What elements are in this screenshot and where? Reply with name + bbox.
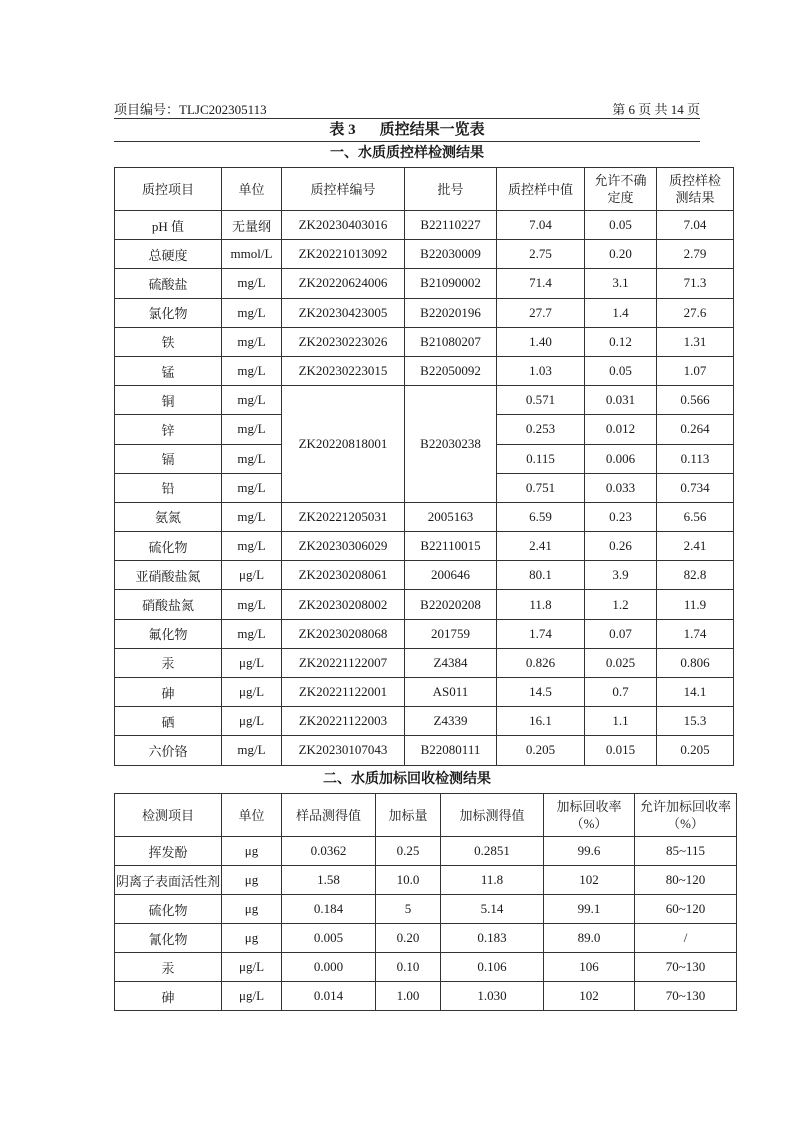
unit-cell: mg/L (222, 473, 282, 502)
uncertainty-cell: 0.05 (585, 356, 657, 385)
test-item-cell: 挥发酚 (115, 837, 222, 866)
column-header: 加标回收率（%） (544, 794, 635, 837)
median-value-cell: 1.40 (497, 327, 585, 356)
unit-cell: 无量纲 (222, 211, 282, 240)
column-header: 质控样检测结果 (657, 168, 734, 211)
qc-item-cell: 硒 (115, 707, 222, 736)
median-value-cell: 11.8 (497, 590, 585, 619)
batch-number-cell: Z4339 (405, 707, 497, 736)
table-row (115, 619, 734, 648)
table-row (115, 678, 734, 707)
batch-number-cell: 2005163 (405, 502, 497, 531)
unit-cell: μg/L (222, 953, 282, 982)
column-header: 允许不确定度 (585, 168, 657, 211)
median-value-cell: 71.4 (497, 269, 585, 298)
qc-item-cell: 汞 (115, 648, 222, 677)
qc-result-cell: 0.264 (657, 415, 734, 444)
allowed-recovery-cell: 60~120 (635, 895, 737, 924)
spiked-value-cell: 5.14 (441, 895, 544, 924)
spike-amount-cell: 5 (376, 895, 441, 924)
median-value-cell: 0.205 (497, 736, 585, 765)
unit-cell: μg/L (222, 707, 282, 736)
column-header: 质控项目 (115, 168, 222, 211)
sample-value-cell: 0.005 (282, 924, 376, 953)
table-header-row (115, 794, 737, 837)
allowed-recovery-cell: / (635, 924, 737, 953)
sample-number-cell: ZK20230423005 (282, 298, 405, 327)
sample-number-cell: ZK20230223026 (282, 327, 405, 356)
recovery-rate-cell: 102 (544, 866, 635, 895)
unit-cell: μg (222, 895, 282, 924)
sample-number-cell: ZK20230306029 (282, 532, 405, 561)
median-value-cell: 0.253 (497, 415, 585, 444)
batch-number-cell: B22110015 (405, 532, 497, 561)
table-row (115, 590, 734, 619)
table-row (115, 953, 737, 982)
table-row (115, 327, 734, 356)
qc-item-cell: 氟化物 (115, 619, 222, 648)
spiked-value-cell: 11.8 (441, 866, 544, 895)
qc-result-cell: 82.8 (657, 561, 734, 590)
sample-number-cell: ZK20221122001 (282, 678, 405, 707)
test-item-cell: 阴离子表面活性剂 (115, 866, 222, 895)
unit-cell: mg/L (222, 356, 282, 385)
batch-number-cell: B22050092 (405, 356, 497, 385)
column-header: 检测项目 (115, 794, 222, 837)
qc-item-cell: 氯化物 (115, 298, 222, 327)
uncertainty-cell: 0.12 (585, 327, 657, 356)
sample-number-cell: ZK20221122003 (282, 707, 405, 736)
uncertainty-cell: 1.2 (585, 590, 657, 619)
median-value-cell: 0.751 (497, 473, 585, 502)
qc-item-cell: 亚硝酸盐氮 (115, 561, 222, 590)
median-value-cell: 16.1 (497, 707, 585, 736)
sample-number-cell: ZK20230208068 (282, 619, 405, 648)
unit-cell: μg (222, 924, 282, 953)
sample-value-cell: 0.000 (282, 953, 376, 982)
spike-recovery-table (114, 793, 737, 1011)
qc-item-cell: pH 值 (115, 211, 222, 240)
page-number: 第 6 页 共 14 页 (612, 102, 700, 117)
table-row (115, 298, 734, 327)
table-title (114, 119, 700, 142)
column-header: 批号 (405, 168, 497, 211)
batch-number-cell: B22110227 (405, 211, 497, 240)
table-row (115, 982, 737, 1011)
uncertainty-cell: 0.025 (585, 648, 657, 677)
sample-value-cell: 1.58 (282, 866, 376, 895)
uncertainty-cell: 0.23 (585, 502, 657, 531)
median-value-cell: 27.7 (497, 298, 585, 327)
qc-item-cell: 铁 (115, 327, 222, 356)
median-value-cell: 80.1 (497, 561, 585, 590)
sample-value-cell: 0.0362 (282, 837, 376, 866)
table-row (115, 269, 734, 298)
spike-amount-cell: 0.20 (376, 924, 441, 953)
qc-item-cell: 硝酸盐氮 (115, 590, 222, 619)
uncertainty-cell: 3.1 (585, 269, 657, 298)
sample-number-cell: ZK20220818001 (282, 386, 405, 503)
table-row (115, 211, 734, 240)
unit-cell: mg/L (222, 386, 282, 415)
spike-amount-cell: 0.25 (376, 837, 441, 866)
qc-item-cell: 硫化物 (115, 532, 222, 561)
sample-number-cell: ZK20230403016 (282, 211, 405, 240)
qc-item-cell: 氨氮 (115, 502, 222, 531)
unit-cell: μg/L (222, 982, 282, 1011)
recovery-rate-cell: 106 (544, 953, 635, 982)
batch-number-cell: B21090002 (405, 269, 497, 298)
sample-number-cell: ZK20221013092 (282, 240, 405, 269)
spike-amount-cell: 1.00 (376, 982, 441, 1011)
table-row (115, 736, 734, 765)
median-value-cell: 2.75 (497, 240, 585, 269)
table-row (115, 240, 734, 269)
section-title-qc: 一、水质质控样检测结果 (330, 146, 484, 161)
qc-result-cell: 2.79 (657, 240, 734, 269)
table-row (115, 356, 734, 385)
median-value-cell: 0.826 (497, 648, 585, 677)
qc-result-cell: 1.31 (657, 327, 734, 356)
qc-result-cell: 71.3 (657, 269, 734, 298)
median-value-cell: 6.59 (497, 502, 585, 531)
table-row (115, 837, 737, 866)
table-row (115, 561, 734, 590)
median-value-cell: 0.571 (497, 386, 585, 415)
uncertainty-cell: 0.031 (585, 386, 657, 415)
column-header: 样品测得值 (282, 794, 376, 837)
uncertainty-cell: 0.012 (585, 415, 657, 444)
qc-item-cell: 镉 (115, 444, 222, 473)
batch-number-cell: B22020196 (405, 298, 497, 327)
unit-cell: μg/L (222, 678, 282, 707)
uncertainty-cell: 0.07 (585, 619, 657, 648)
unit-cell: mg/L (222, 444, 282, 473)
batch-number-cell: 201759 (405, 619, 497, 648)
median-value-cell: 14.5 (497, 678, 585, 707)
column-header: 允许加标回收率（%） (635, 794, 737, 837)
column-header: 质控样编号 (282, 168, 405, 211)
sample-number-cell: ZK20230208061 (282, 561, 405, 590)
batch-number-cell: B22030238 (405, 386, 497, 503)
sample-number-cell: ZK20230223015 (282, 356, 405, 385)
table-row (115, 502, 734, 531)
sample-value-cell: 0.184 (282, 895, 376, 924)
qc-item-cell: 锌 (115, 415, 222, 444)
qc-item-cell: 硫酸盐 (115, 269, 222, 298)
batch-number-cell: Z4384 (405, 648, 497, 677)
qc-result-cell: 7.04 (657, 211, 734, 240)
batch-number-cell: B22020208 (405, 590, 497, 619)
qc-result-cell: 0.734 (657, 473, 734, 502)
section-title-spike: 二、水质加标回收检测结果 (323, 772, 491, 787)
column-header: 质控样中值 (497, 168, 585, 211)
table-row (115, 895, 737, 924)
qc-result-cell: 15.3 (657, 707, 734, 736)
allowed-recovery-cell: 70~130 (635, 982, 737, 1011)
unit-cell: mg/L (222, 736, 282, 765)
allowed-recovery-cell: 70~130 (635, 953, 737, 982)
sample-number-cell: ZK20230208002 (282, 590, 405, 619)
qc-result-cell: 2.41 (657, 532, 734, 561)
project-number: 项目编号：TLJC202305113 (114, 102, 267, 117)
page-header (114, 96, 700, 118)
unit-cell: mg/L (222, 502, 282, 531)
uncertainty-cell: 0.20 (585, 240, 657, 269)
qc-result-cell: 1.07 (657, 356, 734, 385)
qc-item-cell: 锰 (115, 356, 222, 385)
batch-number-cell: B22080111 (405, 736, 497, 765)
qc-result-cell: 6.56 (657, 502, 734, 531)
spike-amount-cell: 10.0 (376, 866, 441, 895)
qc-result-cell: 0.566 (657, 386, 734, 415)
table-row (115, 707, 734, 736)
median-value-cell: 0.115 (497, 444, 585, 473)
table-row (115, 924, 737, 953)
recovery-rate-cell: 99.6 (544, 837, 635, 866)
spiked-value-cell: 0.2851 (441, 837, 544, 866)
unit-cell: μg (222, 837, 282, 866)
qc-result-cell: 0.806 (657, 648, 734, 677)
median-value-cell: 2.41 (497, 532, 585, 561)
table-caption: 质控结果一览表 (379, 122, 485, 138)
qc-result-cell: 27.6 (657, 298, 734, 327)
batch-number-cell: B22030009 (405, 240, 497, 269)
unit-cell: mg/L (222, 619, 282, 648)
uncertainty-cell: 0.26 (585, 532, 657, 561)
unit-cell: mg/L (222, 590, 282, 619)
test-item-cell: 硫化物 (115, 895, 222, 924)
column-header: 单位 (222, 168, 282, 211)
table-row (115, 386, 734, 415)
qc-item-cell: 铅 (115, 473, 222, 502)
batch-number-cell: B21080207 (405, 327, 497, 356)
qc-result-cell: 0.205 (657, 736, 734, 765)
qc-item-cell: 铜 (115, 386, 222, 415)
batch-number-cell: 200646 (405, 561, 497, 590)
uncertainty-cell: 0.015 (585, 736, 657, 765)
unit-cell: mmol/L (222, 240, 282, 269)
median-value-cell: 1.74 (497, 619, 585, 648)
uncertainty-cell: 3.9 (585, 561, 657, 590)
allowed-recovery-cell: 85~115 (635, 837, 737, 866)
recovery-rate-cell: 102 (544, 982, 635, 1011)
table-number: 表 3 (329, 122, 356, 138)
table-header-row (115, 168, 734, 211)
unit-cell: mg/L (222, 269, 282, 298)
qc-item-cell: 砷 (115, 678, 222, 707)
qc-result-cell: 1.74 (657, 619, 734, 648)
spiked-value-cell: 0.183 (441, 924, 544, 953)
sample-number-cell: ZK20221122007 (282, 648, 405, 677)
unit-cell: μg/L (222, 561, 282, 590)
qc-result-cell: 0.113 (657, 444, 734, 473)
uncertainty-cell: 1.4 (585, 298, 657, 327)
median-value-cell: 1.03 (497, 356, 585, 385)
table-row (115, 866, 737, 895)
spiked-value-cell: 0.106 (441, 953, 544, 982)
qc-result-cell: 11.9 (657, 590, 734, 619)
sample-number-cell: ZK20220624006 (282, 269, 405, 298)
recovery-rate-cell: 89.0 (544, 924, 635, 953)
uncertainty-cell: 0.7 (585, 678, 657, 707)
qc-item-cell: 总硬度 (115, 240, 222, 269)
column-header: 加标量 (376, 794, 441, 837)
allowed-recovery-cell: 80~120 (635, 866, 737, 895)
column-header: 单位 (222, 794, 282, 837)
qc-result-cell: 14.1 (657, 678, 734, 707)
test-item-cell: 砷 (115, 982, 222, 1011)
test-item-cell: 氰化物 (115, 924, 222, 953)
qc-item-cell: 六价铬 (115, 736, 222, 765)
unit-cell: μg (222, 866, 282, 895)
test-item-cell: 汞 (115, 953, 222, 982)
recovery-rate-cell: 99.1 (544, 895, 635, 924)
sample-number-cell: ZK20221205031 (282, 502, 405, 531)
qc-sample-table (114, 167, 734, 766)
unit-cell: μg/L (222, 648, 282, 677)
uncertainty-cell: 0.006 (585, 444, 657, 473)
uncertainty-cell: 0.05 (585, 211, 657, 240)
column-header: 加标测得值 (441, 794, 544, 837)
median-value-cell: 7.04 (497, 211, 585, 240)
unit-cell: mg/L (222, 327, 282, 356)
table-row (115, 532, 734, 561)
unit-cell: mg/L (222, 298, 282, 327)
spike-amount-cell: 0.10 (376, 953, 441, 982)
sample-number-cell: ZK20230107043 (282, 736, 405, 765)
batch-number-cell: AS011 (405, 678, 497, 707)
sample-value-cell: 0.014 (282, 982, 376, 1011)
spiked-value-cell: 1.030 (441, 982, 544, 1011)
uncertainty-cell: 1.1 (585, 707, 657, 736)
table-row (115, 648, 734, 677)
uncertainty-cell: 0.033 (585, 473, 657, 502)
unit-cell: mg/L (222, 415, 282, 444)
unit-cell: mg/L (222, 532, 282, 561)
